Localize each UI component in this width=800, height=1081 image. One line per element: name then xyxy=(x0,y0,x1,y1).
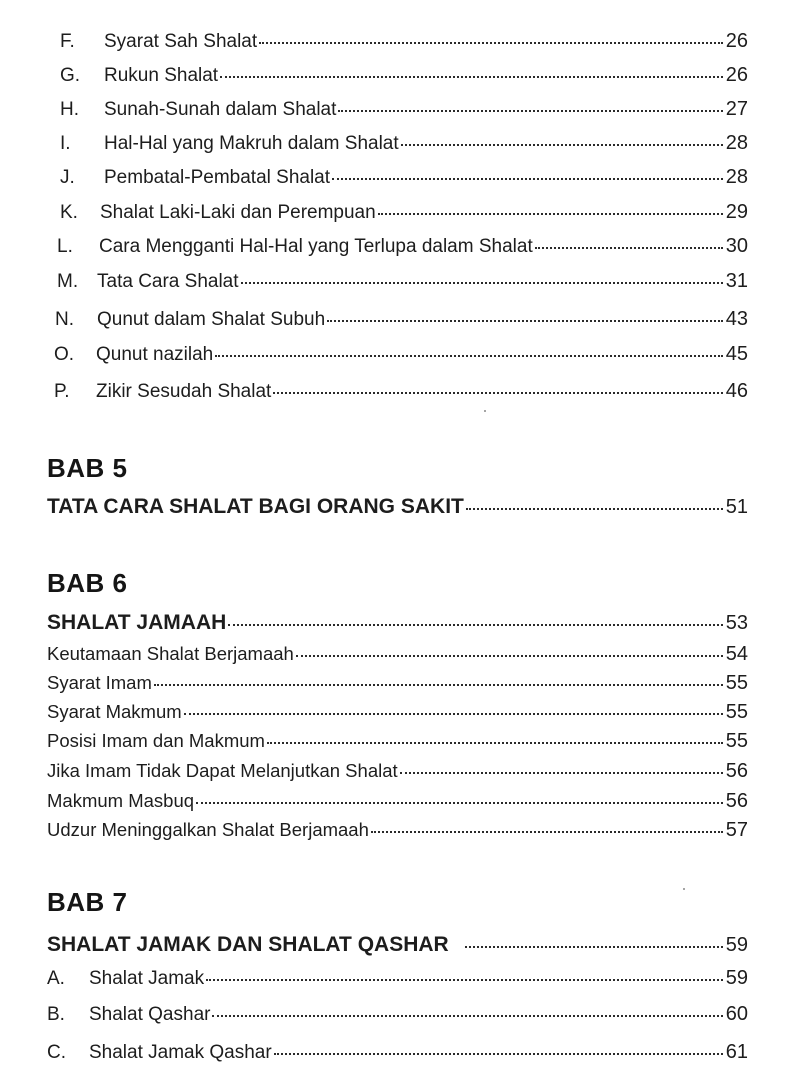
toc-entry-k[interactable] xyxy=(60,202,748,222)
toc-entry[interactable] xyxy=(47,644,748,664)
dot-leader xyxy=(267,742,723,744)
toc-entry[interactable] xyxy=(47,791,748,811)
entry-title: Sunah-Sunah dalam Shalat xyxy=(104,99,337,120)
entry-letter: I. xyxy=(60,133,71,154)
entry-title: Syarat Imam xyxy=(47,672,152,693)
toc-entry-m[interactable] xyxy=(57,271,748,291)
entry-page-number: 46 xyxy=(725,380,748,402)
dot-leader xyxy=(196,802,723,804)
entry-letter: N. xyxy=(55,309,74,330)
entry-page-number: 55 xyxy=(725,701,748,723)
dot-leader xyxy=(215,355,723,357)
entry-letter: J. xyxy=(60,167,75,188)
entry-page-number: 56 xyxy=(725,760,748,782)
toc-entry-f[interactable] xyxy=(60,31,748,51)
entry-page-number: 57 xyxy=(725,819,748,841)
entry-title: Tata Cara Shalat xyxy=(97,271,239,292)
entry-title: Syarat Sah Shalat xyxy=(104,31,258,52)
toc-chapter-7-entry[interactable] xyxy=(47,934,748,955)
entry-title: Keutamaan Shalat Berjamaah xyxy=(47,643,294,664)
entry-letter: O. xyxy=(54,344,75,365)
entry-page-number: 29 xyxy=(725,201,748,223)
toc-chapter-6-entry[interactable] xyxy=(47,612,748,633)
dot-leader xyxy=(465,946,723,948)
dot-leader xyxy=(400,772,723,774)
dot-leader xyxy=(220,76,723,78)
entry-page-number: 28 xyxy=(725,132,748,154)
entry-page-number: 28 xyxy=(725,166,748,188)
toc-entry-o[interactable] xyxy=(54,344,748,364)
toc-entry-a[interactable] xyxy=(47,968,748,988)
toc-entry-p[interactable] xyxy=(54,381,748,401)
dot-leader xyxy=(154,684,723,686)
entry-letter: H. xyxy=(60,99,79,120)
entry-title: Shalat Qashar xyxy=(89,1004,211,1025)
dot-leader xyxy=(273,392,722,394)
entry-page-number: 26 xyxy=(725,30,748,52)
toc-entry-b[interactable] xyxy=(47,1004,748,1024)
entry-title: Shalat Jamak xyxy=(89,968,205,989)
entry-page-number: 51 xyxy=(725,496,748,518)
entry-page-number: 27 xyxy=(725,98,748,120)
dot-leader xyxy=(274,1053,723,1055)
dot-leader xyxy=(338,110,722,112)
entry-title: Posisi Imam dan Makmum xyxy=(47,730,265,751)
dot-leader xyxy=(371,831,723,833)
dot-leader xyxy=(212,1015,722,1017)
dot-leader xyxy=(184,713,723,715)
entry-page-number: 43 xyxy=(725,308,748,330)
entry-title: Hal-Hal yang Makruh dalam Shalat xyxy=(104,133,399,154)
entry-letter: C. xyxy=(47,1042,66,1063)
entry-page-number: 54 xyxy=(725,643,748,665)
entry-title: Zikir Sesudah Shalat xyxy=(96,381,272,402)
toc-entry[interactable] xyxy=(47,731,748,751)
entry-page-number: 60 xyxy=(725,1003,748,1025)
dot-leader xyxy=(466,508,723,510)
print-speck xyxy=(484,410,486,412)
entry-letter: K. xyxy=(60,202,78,223)
entry-title: Shalat Laki-Laki dan Perempuan xyxy=(100,202,376,223)
entry-page-number: 59 xyxy=(725,934,748,956)
toc-entry-h[interactable] xyxy=(60,99,748,119)
entry-letter: G. xyxy=(60,65,81,86)
entry-title: Pembatal-Pembatal Shalat xyxy=(104,167,331,188)
entry-letter: F. xyxy=(60,31,75,52)
entry-title: Cara Mengganti Hal-Hal yang Terlupa dalam Shalat xyxy=(99,236,533,257)
dot-leader xyxy=(378,213,723,215)
chapter-heading-bab-5: BAB 5 xyxy=(47,453,128,483)
entry-title: Makmum Masbuq xyxy=(47,790,195,811)
chapter-heading-bab-7: BAB 7 xyxy=(47,887,128,917)
toc-entry-n[interactable] xyxy=(55,309,748,329)
dot-leader xyxy=(241,282,723,284)
entry-page-number: 30 xyxy=(725,235,748,257)
toc-chapter-5-entry[interactable] xyxy=(47,496,748,517)
entry-title: Qunut dalam Shalat Subuh xyxy=(97,309,326,330)
entry-title: Shalat Jamak Qashar xyxy=(89,1042,272,1063)
entry-title: Qunut nazilah xyxy=(96,344,214,365)
entry-letter: B. xyxy=(47,1004,65,1025)
toc-entry-l[interactable] xyxy=(57,236,748,256)
entry-title: Jika Imam Tidak Dapat Melanjutkan Shalat xyxy=(47,760,398,781)
dot-leader xyxy=(259,42,723,44)
dot-leader xyxy=(206,979,723,981)
entry-page-number: 55 xyxy=(725,672,748,694)
entry-letter: L. xyxy=(57,236,73,257)
dot-leader xyxy=(401,144,723,146)
dot-leader xyxy=(535,247,723,249)
chapter-title: SHALAT JAMAAH xyxy=(47,611,227,634)
entry-page-number: 45 xyxy=(725,343,748,365)
entry-letter: M. xyxy=(57,271,79,292)
entry-title: Rukun Shalat xyxy=(104,65,219,86)
entry-page-number: 26 xyxy=(725,64,748,86)
entry-page-number: 61 xyxy=(725,1041,748,1063)
toc-entry[interactable] xyxy=(47,702,748,722)
print-speck xyxy=(683,888,685,890)
dot-leader xyxy=(332,178,723,180)
entry-page-number: 59 xyxy=(725,967,748,989)
toc-entry-i[interactable] xyxy=(60,133,748,153)
toc-entry[interactable] xyxy=(47,673,748,693)
toc-entry-g[interactable] xyxy=(60,65,748,85)
chapter-title: SHALAT JAMAK DAN SHALAT QASHAR xyxy=(47,933,449,956)
entry-title: Syarat Makmum xyxy=(47,701,182,722)
toc-entry[interactable] xyxy=(47,761,748,781)
toc-entry-c[interactable] xyxy=(47,1042,748,1062)
entry-letter: A. xyxy=(47,968,65,989)
toc-entry-j[interactable] xyxy=(60,167,748,187)
entry-page-number: 56 xyxy=(725,790,748,812)
entry-page-number: 31 xyxy=(725,270,748,292)
entry-letter: P. xyxy=(54,381,70,402)
toc-entry[interactable] xyxy=(47,820,748,840)
chapter-heading-bab-6: BAB 6 xyxy=(47,568,128,598)
entry-page-number: 55 xyxy=(725,730,748,752)
entry-page-number: 53 xyxy=(725,612,748,634)
chapter-title: TATA CARA SHALAT BAGI ORANG SAKIT xyxy=(47,495,464,518)
dot-leader xyxy=(228,624,722,626)
entry-title: Udzur Meninggalkan Shalat Berjamaah xyxy=(47,819,369,840)
dot-leader xyxy=(327,320,723,322)
dot-leader xyxy=(296,655,723,657)
